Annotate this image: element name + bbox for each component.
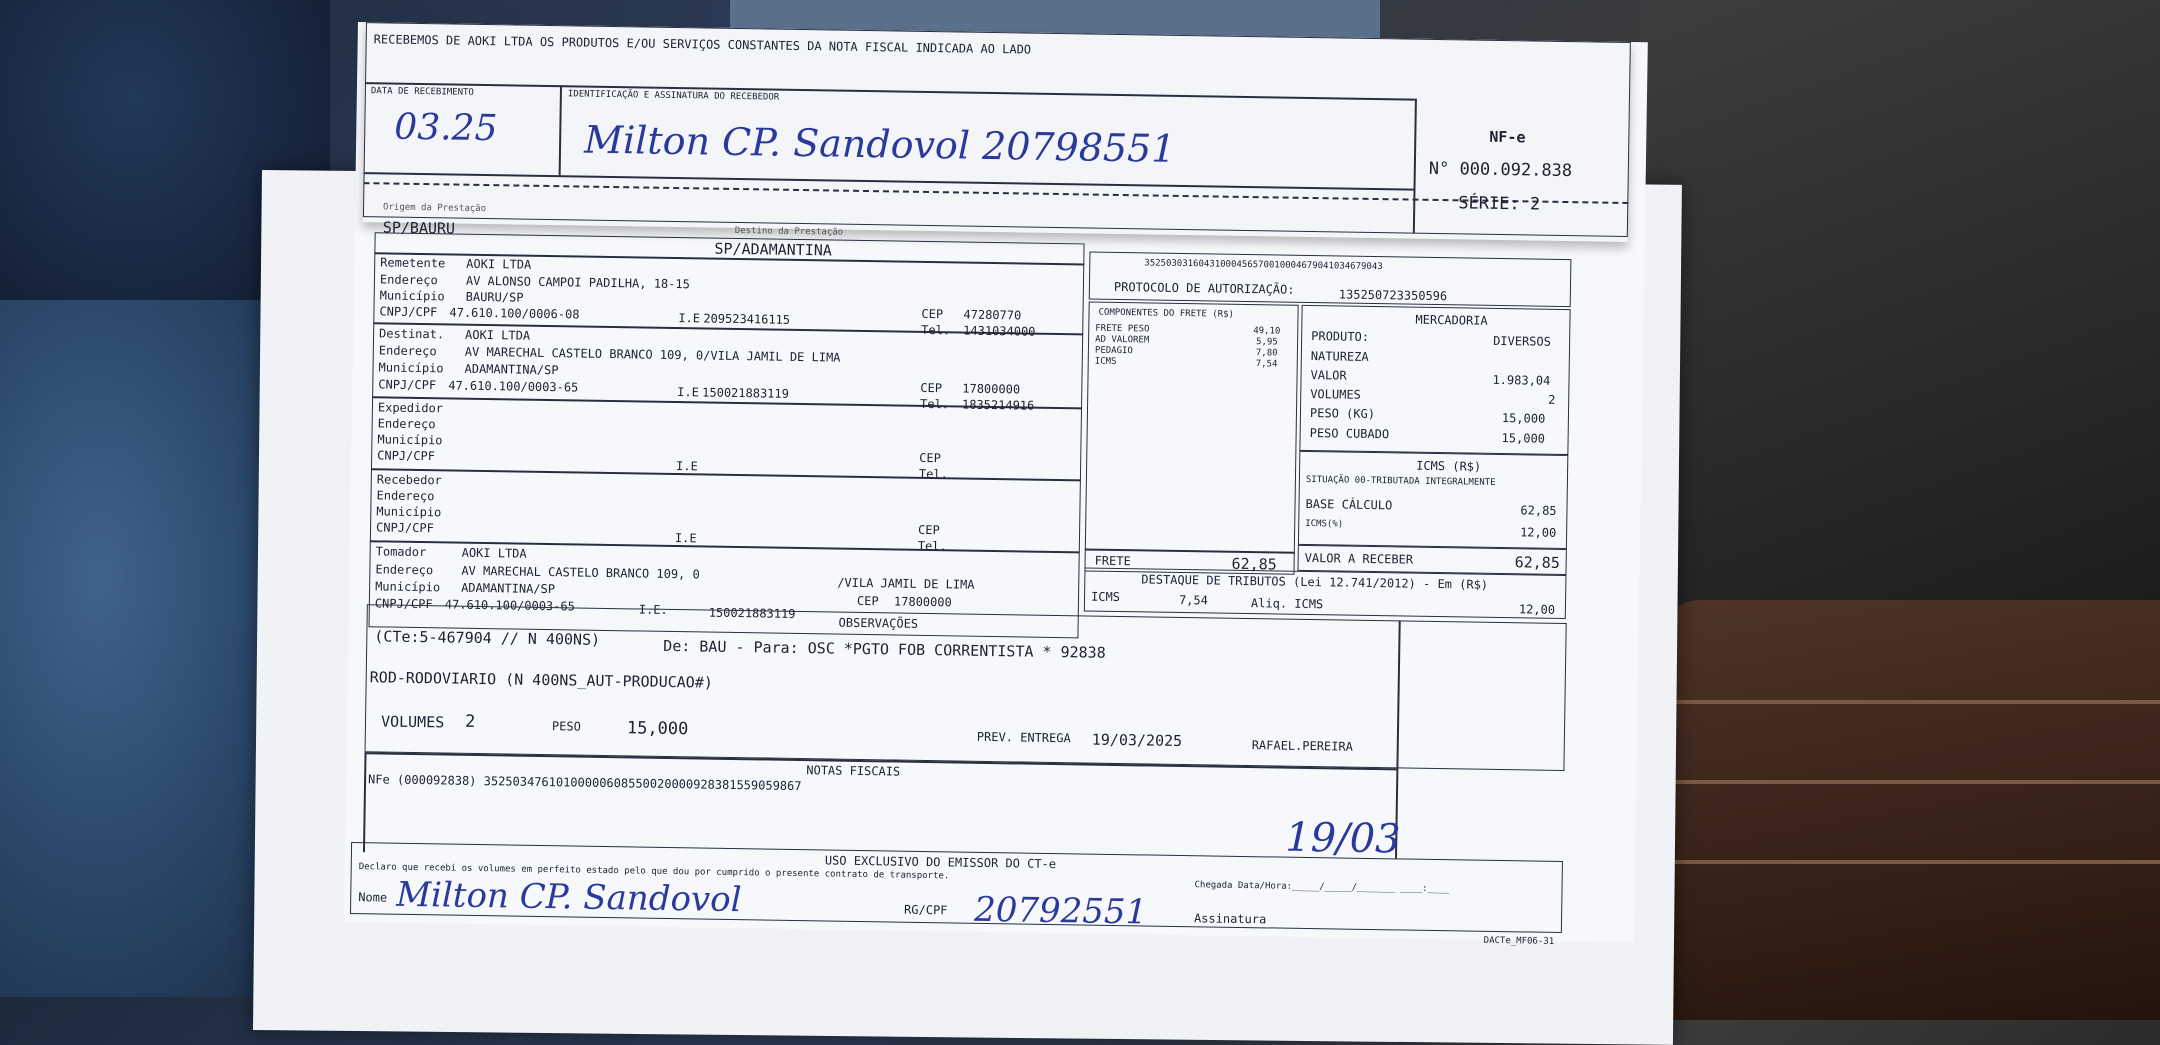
tomador-cnpj: 47.610.100/0003-65 xyxy=(444,597,576,614)
comp-value: 5,95 xyxy=(1256,337,1278,348)
mercadoria-label: NATUREZA xyxy=(1310,349,1369,364)
expedidor-ie-label: I.E xyxy=(675,459,698,474)
comp-value: 49,10 xyxy=(1253,326,1281,337)
icms-base-label: BASE CÁLCULO xyxy=(1305,496,1393,513)
obs-volumes: 2 xyxy=(464,711,476,732)
recebedor-cep-label: CEP xyxy=(917,522,940,538)
destinatario-endereco: AV MARECHAL CASTELO BRANCO 109, 0/VILA JAMIL DE LIMA xyxy=(464,344,841,365)
footer-code: DACTe_MF06-31 xyxy=(1483,935,1555,947)
comp-value: 7,80 xyxy=(1255,348,1278,359)
destinatario-ie-label: I.E xyxy=(677,385,700,400)
remetente-label: Remetente xyxy=(380,255,446,271)
footer-declaro: Declaro que recebi os volumes em perfeito estado pelo que dou por cumprido o presente contrato de transporte. xyxy=(358,862,950,882)
obs-peso: 15,000 xyxy=(626,718,689,740)
destino-value: SP/ADAMANTINA xyxy=(714,239,833,260)
recebedor-tel-label: Tel. xyxy=(917,538,947,554)
nfe-title: NF-e xyxy=(1489,127,1526,147)
obs-line1: (CTe:5-467904 // N 400NS) xyxy=(374,627,601,649)
valor-receber-label: VALOR A RECEBER xyxy=(1304,550,1414,567)
id-label: IDENTIFICAÇÃO E ASSINATURA DO RECEBEDOR xyxy=(567,89,780,103)
recebedor-endereco-label: Endereço xyxy=(376,488,435,504)
tomador-ie-label: I.E. xyxy=(638,602,668,617)
access-key: 35250303160431000456570010004679041034679043 xyxy=(1144,258,1383,273)
protocol-label: PROTOCOLO DE AUTORIZAÇÃO: xyxy=(1113,279,1295,297)
hand-date: 19/03 xyxy=(1284,814,1401,863)
remetente-endereco: AV ALONSO CAMPOI PADILHA, 18-15 xyxy=(465,273,691,292)
bag-seam xyxy=(1670,860,2160,864)
comp-label: AD VALOREM xyxy=(1095,334,1150,346)
obs-user: RAFAEL.PEREIRA xyxy=(1251,738,1354,754)
destinatario-ie: 150021883119 xyxy=(702,385,790,401)
destino-label: Destino da Prestação xyxy=(734,225,844,238)
remetente-municipio-label: Município xyxy=(379,288,445,304)
expedidor-municipio-label: Município xyxy=(377,432,443,448)
destinatario-cnpj: 47.610.100/0003-65 xyxy=(448,378,579,395)
origem-value: SP/BAURU xyxy=(382,218,456,238)
comp-value: 7,54 xyxy=(1255,359,1278,370)
remetente-cnpj: 47.610.100/0006-08 xyxy=(449,305,580,322)
tributos-title: DESTAQUE DE TRIBUTOS (Lei 12.741/2012) - Em (R$) xyxy=(1141,572,1489,592)
tomador-label: Tomador xyxy=(375,544,427,560)
receipt-stub xyxy=(363,22,1631,242)
destinatario-municipio-label: Município xyxy=(378,360,444,376)
remetente-tel-label: Tel. xyxy=(921,322,951,338)
remetente-cep-label: CEP xyxy=(921,306,944,322)
remetente-cnpj-label: CNPJ/CPF xyxy=(379,304,438,320)
origem-label: Origem da Prestação xyxy=(383,202,487,215)
expedidor-endereco-label: Endereço xyxy=(377,416,436,432)
tributos-icms-label: ICMS xyxy=(1090,589,1121,605)
comp-label: PEDAGIO xyxy=(1094,345,1133,357)
expedidor-cnpj-label: CNPJ/CPF xyxy=(377,448,436,464)
icms-title: ICMS (R$) xyxy=(1416,458,1482,474)
destinatario-cep: 17800000 xyxy=(962,381,1021,397)
background-leather-bag xyxy=(1660,600,2160,1020)
receiver-signature: Milton CP. Sandovol 20798551 xyxy=(583,117,1176,171)
tomador-cep: 17800000 xyxy=(893,594,952,610)
mercadoria-label: PRODUTO: xyxy=(1311,329,1370,344)
footer-title: USO EXCLUSIVO DO EMISSOR DO CT-e xyxy=(824,853,1057,872)
expedidor-label: Expedidor xyxy=(377,400,444,416)
observacoes-title: OBSERVAÇÕES xyxy=(838,615,919,631)
destinatario-tel: 1835214916 xyxy=(961,397,1035,413)
tomador-endereco-label: Endereço xyxy=(375,562,434,578)
icms-aliq-value: 12,00 xyxy=(1520,525,1557,540)
obs-line2: ROD-RODOVIARIO (N 400NS_AUT-PRODUCAO#) xyxy=(369,668,713,692)
notas-line: NFe (000092838) 35250347610100000608550020000928381559059867 xyxy=(367,772,802,794)
date-label: DATA DE RECEBIMENTO xyxy=(370,86,474,98)
recebedor-ie-label: I.E xyxy=(674,531,697,546)
recebedor-label: Recebedor xyxy=(376,472,442,488)
bag-seam xyxy=(1670,700,2160,704)
protocol-value: 135250723350596 xyxy=(1338,287,1448,304)
mercadoria-value: 15,000 xyxy=(1501,411,1546,426)
tributos-icms-value: 7,54 xyxy=(1178,592,1209,608)
expedidor-cep-label: CEP xyxy=(919,450,942,466)
mercadoria-label: PESO (KG) xyxy=(1309,406,1376,422)
icms-situacao: SITUAÇÃO 00-TRIBUTADA INTEGRALMENTE xyxy=(1305,474,1496,488)
footer-rg-label: RG/CPF xyxy=(904,902,948,918)
frete-value: 62,85 xyxy=(1231,554,1277,574)
obs-line1b: De: BAU - Para: OSC *PGTO FOB CORRENTISTA * 92838 xyxy=(663,636,1106,662)
destinatario-name: AOKI LTDA xyxy=(464,327,531,343)
tomador-cnpj-label: CNPJ/CPF xyxy=(374,596,433,612)
recebedor-cnpj-label: CNPJ/CPF xyxy=(375,520,434,536)
mercadoria-value: 1.983,04 xyxy=(1492,372,1551,388)
comp-label: FRETE PESO xyxy=(1095,323,1150,335)
icms-base-value: 62,85 xyxy=(1520,503,1557,518)
destinatario-endereco-label: Endereço xyxy=(378,343,437,359)
tomador-endereco: AV MARECHAL CASTELO BRANCO 109, 0 xyxy=(461,563,700,582)
tomador-municipio: ADAMANTINA/SP xyxy=(461,580,556,597)
icms-aliq-label: ICMS(%) xyxy=(1305,518,1344,530)
footer-nome-signature: Milton CP. Sandovol xyxy=(395,874,742,921)
footer-assinatura-label: Assinatura xyxy=(1193,911,1267,927)
componentes-title: COMPONENTES DO FRETE (R$) xyxy=(1098,307,1235,320)
notas-title: NOTAS FISCAIS xyxy=(806,763,901,779)
remetente-municipio: BAURU/SP xyxy=(465,289,524,305)
mercadoria-value: 2 xyxy=(1548,392,1556,407)
nfe-serie: SÉRIE: 2 xyxy=(1458,193,1541,215)
remetente-cep: 47280770 xyxy=(963,307,1022,323)
mercadoria-value: 15,000 xyxy=(1501,431,1546,446)
date-handwritten: 03.25 xyxy=(394,106,498,150)
destinatario-tel-label: Tel. xyxy=(919,396,950,412)
destinatario-municipio: ADAMANTINA/SP xyxy=(464,361,559,378)
expedidor-tel-label: Tel. xyxy=(918,466,948,482)
tomador-cep-label: CEP xyxy=(856,593,879,609)
destinatario-cnpj-label: CNPJ/CPF xyxy=(378,377,437,393)
mercadoria-label: VOLUMES xyxy=(1310,387,1361,402)
tributos-aliq-value: 12,00 xyxy=(1518,602,1556,617)
recebedor-municipio-label: Município xyxy=(376,504,442,520)
obs-prev-label: PREV. ENTREGA xyxy=(976,729,1071,746)
footer-nome-label: Nome xyxy=(358,890,388,905)
bag-seam xyxy=(1670,780,2160,784)
nfe-number: N° 000.092.838 xyxy=(1428,158,1573,182)
mercadoria-label: PESO CUBADO xyxy=(1309,425,1390,442)
tributos-aliq-label: Aliq. ICMS xyxy=(1250,596,1324,612)
remetente-name: AOKI LTDA xyxy=(466,256,532,272)
destinatario-label: Destinat. xyxy=(379,326,445,342)
tomador-ie: 150021883119 xyxy=(708,605,796,621)
obs-peso-label: PESO xyxy=(551,719,581,734)
remetente-ie: 209523416115 xyxy=(703,311,791,327)
remetente-endereco-label: Endereço xyxy=(379,272,438,288)
mercadoria-title: MERCADORIA xyxy=(1415,312,1488,328)
mercadoria-label: VALOR xyxy=(1310,368,1347,383)
receipt-header: RECEBEMOS DE AOKI LTDA OS PRODUTOS E/OU SERVIÇOS CONSTANTES DA NOTA FISCAL INDICADA AO LADO xyxy=(373,32,1032,57)
destinatario-cep-label: CEP xyxy=(920,380,943,396)
obs-volumes-label: VOLUMES xyxy=(380,712,445,732)
footer-chegada: Chegada Data/Hora:_____/_____/_______ ____:____ xyxy=(1194,880,1450,895)
footer-rg-signature: 20792551 xyxy=(973,889,1148,933)
remetente-ie-label: I.E xyxy=(678,311,701,326)
dacte-document xyxy=(344,22,1648,947)
valor-receber-value: 62,85 xyxy=(1514,553,1560,572)
remetente-tel: 1431034000 xyxy=(963,323,1036,339)
tomador-municipio-label: Município xyxy=(375,579,441,595)
mercadoria-value: DIVERSOS xyxy=(1493,333,1552,349)
frete-label: FRETE xyxy=(1094,553,1131,569)
comp-label: ICMS xyxy=(1094,356,1117,367)
tomador-name: AOKI LTDA xyxy=(461,545,527,561)
obs-prev: 19/03/2025 xyxy=(1091,730,1183,751)
tomador-bairro: /VILA JAMIL DE LIMA xyxy=(837,575,975,592)
